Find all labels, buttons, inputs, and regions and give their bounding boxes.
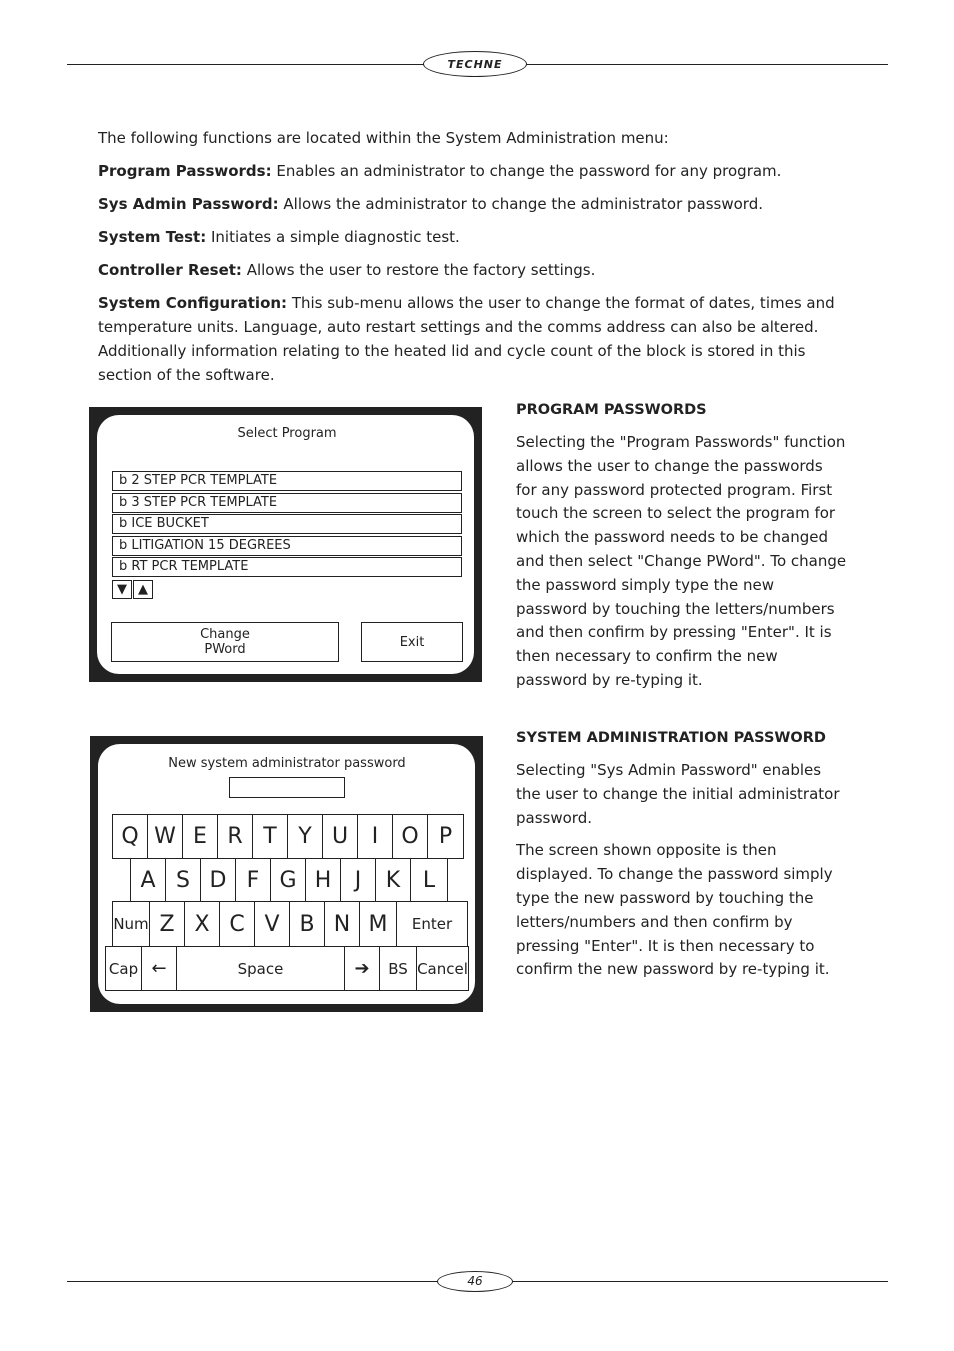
- intro-item: System Test: Initiates a simple diagnostic test.: [98, 228, 460, 246]
- intro-item: Program Passwords: Enables an administrator to change the password for any program.: [98, 162, 782, 180]
- section-program-passwords: [516, 399, 848, 702]
- section-heading: SYSTEM ADMINISTRATION PASSWORD: [516, 730, 826, 746]
- intro-item: System Configuration: This sub-menu allows the user to change the format of dates, times and temperature units. Language, auto restart settings and the comms address can also be altered. Additionally information relating to the heated lid and cycle count of the block is stored in this section of the software.: [98, 294, 835, 384]
- key-a[interactable]: A: [130, 858, 166, 902]
- program-list-item[interactable]: b 3 STEP PCR TEMPLATE: [112, 493, 462, 513]
- program-list-item[interactable]: b LITIGATION 15 DEGREES: [112, 536, 462, 556]
- scroll-down-button[interactable]: ▼: [112, 580, 132, 599]
- key-t[interactable]: T: [252, 814, 288, 859]
- cap-key[interactable]: Cap: [105, 946, 142, 991]
- program-list-item[interactable]: b ICE BUCKET: [112, 514, 462, 534]
- intro-item: Sys Admin Password: Allows the administrator to change the administrator password.: [98, 195, 763, 213]
- key-x[interactable]: X: [184, 901, 220, 947]
- cancel-key[interactable]: Cancel: [416, 946, 469, 991]
- key-r[interactable]: R: [217, 814, 253, 859]
- change-pword-label-2: PWord: [204, 642, 246, 657]
- key-p[interactable]: P: [427, 814, 464, 859]
- screen-title: New system administrator password: [168, 756, 406, 771]
- key-g[interactable]: G: [270, 858, 306, 902]
- key-o[interactable]: O: [392, 814, 428, 859]
- key-w[interactable]: W: [147, 814, 183, 859]
- key-y[interactable]: Y: [287, 814, 323, 859]
- password-input[interactable]: [229, 777, 345, 798]
- left-arrow-key[interactable]: ←: [141, 946, 177, 991]
- right-arrow-key[interactable]: ➔: [344, 946, 380, 991]
- change-pword-button[interactable]: [111, 622, 339, 662]
- section-sys-admin-password: [516, 727, 848, 991]
- key-m[interactable]: M: [359, 901, 397, 947]
- key-h[interactable]: H: [305, 858, 341, 902]
- page-number: 46: [437, 1271, 513, 1292]
- enter-key[interactable]: Enter: [396, 901, 468, 947]
- key-d[interactable]: D: [200, 858, 236, 902]
- key-l[interactable]: L: [410, 858, 448, 902]
- scroll-up-button[interactable]: ▲: [133, 580, 153, 599]
- key-k[interactable]: K: [375, 858, 411, 902]
- screen-title: Select Program: [237, 426, 337, 441]
- key-s[interactable]: S: [165, 858, 201, 902]
- key-u[interactable]: U: [322, 814, 358, 859]
- key-i[interactable]: I: [357, 814, 393, 859]
- section-body: Selecting "Sys Admin Password" enables the user to change the initial administrator password.: [516, 761, 840, 827]
- key-e[interactable]: E: [182, 814, 218, 859]
- backspace-key[interactable]: BS: [379, 946, 417, 991]
- techne-logo: TECHNE: [423, 51, 527, 77]
- intro-item: Controller Reset: Allows the user to restore the factory settings.: [98, 261, 596, 279]
- num-key[interactable]: Num: [112, 901, 150, 947]
- space-key[interactable]: Space: [176, 946, 345, 991]
- key-q[interactable]: Q: [112, 814, 148, 859]
- program-list-item[interactable]: b RT PCR TEMPLATE: [112, 557, 462, 577]
- program-list-item[interactable]: b 2 STEP PCR TEMPLATE: [112, 471, 462, 491]
- key-j[interactable]: J: [340, 858, 376, 902]
- intro-text: [98, 126, 848, 396]
- key-z[interactable]: Z: [149, 901, 185, 947]
- intro-lead: The following functions are located within the System Administration menu:: [98, 129, 669, 147]
- change-pword-label-1: Change: [200, 627, 250, 642]
- key-f[interactable]: F: [235, 858, 271, 902]
- section-heading: PROGRAM PASSWORDS: [516, 402, 707, 418]
- key-b[interactable]: B: [289, 901, 325, 947]
- exit-button[interactable]: Exit: [361, 622, 463, 662]
- key-n[interactable]: N: [324, 901, 360, 947]
- section-body: Selecting the "Program Passwords" function allows the user to change the passwords for any password protected program. First touch the screen to select the program for which the password needs to be changed and then select "Change PWord". To change the password simply type the new password by touching the letters/numbers and then confirm by pressing "Enter". It is then necessary to confirm the new password by re-typing it.: [516, 433, 847, 689]
- section-body: The screen shown opposite is then displayed. To change the password simply type the new password by touching the letters/numbers and then confirm by pressing "Enter". It is then necessary to confirm the new password by re-typing it.: [516, 841, 833, 979]
- key-v[interactable]: V: [254, 901, 290, 947]
- key-c[interactable]: C: [219, 901, 255, 947]
